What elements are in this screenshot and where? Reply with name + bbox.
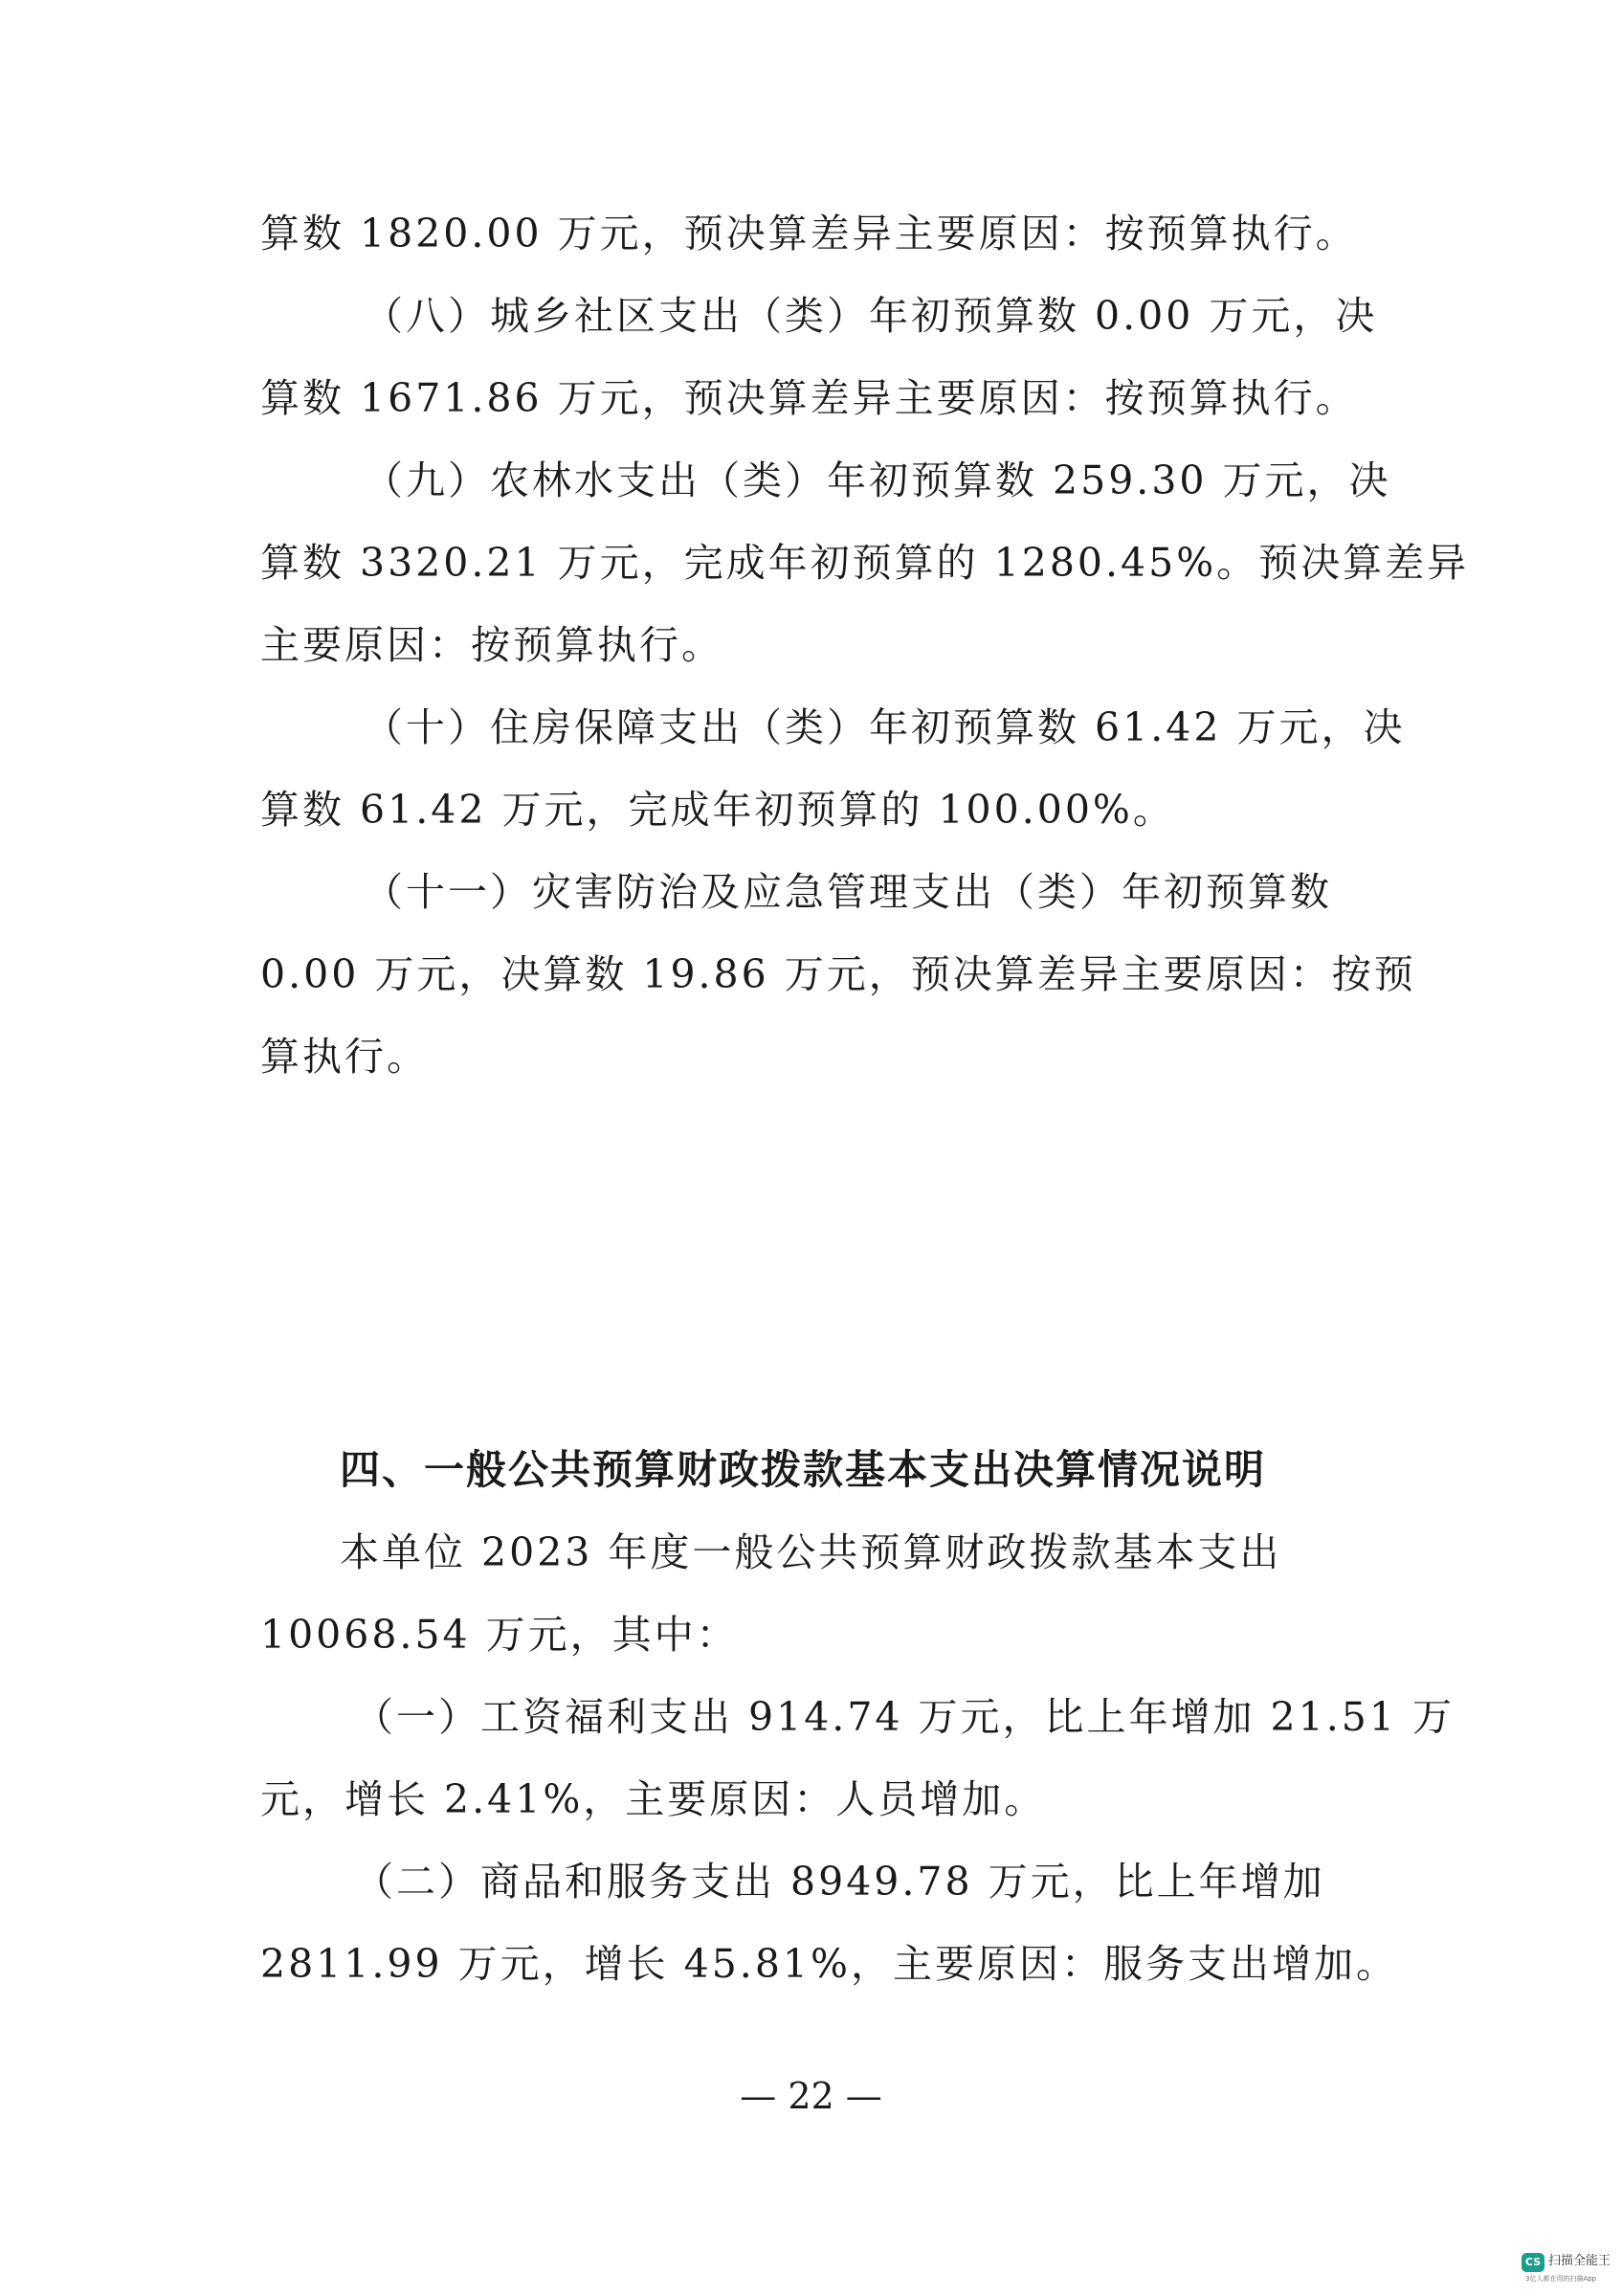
- paragraph-line: 元，增长 2.41%，主要原因：人员增加。: [260, 1776, 1047, 1822]
- paragraph-line: 算数 1671.86 万元，预决算差异主要原因：按预算执行。: [260, 375, 1358, 421]
- paragraph-line: 2811.99 万元，增长 45.81%，主要原因：服务支出增加。: [260, 1941, 1398, 1987]
- paragraph-line: 算数 3320.21 万元，完成年初预算的 1280.45%。预决算差异: [260, 540, 1470, 586]
- section-heading: 四、一般公共预算财政拨款基本支出决算情况说明: [340, 1446, 1267, 1493]
- paragraph-line: （八）城乡社区支出（类）年初预算数 0.00 万元，决: [364, 293, 1378, 339]
- paragraph-line: 10068.54 万元，其中：: [260, 1612, 739, 1658]
- page-number: — 22 —: [740, 2075, 882, 2117]
- paragraph-line: 算数 1820.00 万元，预决算差异主要原因：按预算执行。: [260, 211, 1358, 256]
- paragraph-line: （九）农林水支出（类）年初预算数 259.30 万元，决: [364, 457, 1391, 503]
- paragraph-line: 算数 61.42 万元，完成年初预算的 100.00%。: [260, 787, 1175, 833]
- paragraph-line: 主要原因：按预算执行。: [260, 622, 723, 668]
- paragraph-line: （十一）灾害防治及应急管理支出（类）年初预算数: [364, 869, 1332, 915]
- camscanner-logo-icon: CS: [1522, 2253, 1544, 2272]
- paragraph-line: （二）商品和服务支出 8949.78 万元，比上年增加: [354, 1859, 1325, 1905]
- watermark-title: 扫描全能王: [1548, 2254, 1611, 2268]
- paragraph-line: （十）住房保障支出（类）年初预算数 61.42 万元，决: [364, 704, 1406, 750]
- watermark-subtitle: 3亿人都在用的扫描App: [1525, 2275, 1597, 2283]
- paragraph-line: 算执行。: [260, 1034, 429, 1080]
- paragraph-line: 本单位 2023 年度一般公共预算财政拨款基本支出: [340, 1529, 1282, 1575]
- paragraph-line: 0.00 万元，决算数 19.86 万元，预决算差异主要原因：按预: [260, 951, 1416, 997]
- paragraph-line: （一）工资福利支出 914.74 万元，比上年增加 21.51 万: [354, 1694, 1455, 1740]
- scanner-watermark: [1522, 2251, 1617, 2289]
